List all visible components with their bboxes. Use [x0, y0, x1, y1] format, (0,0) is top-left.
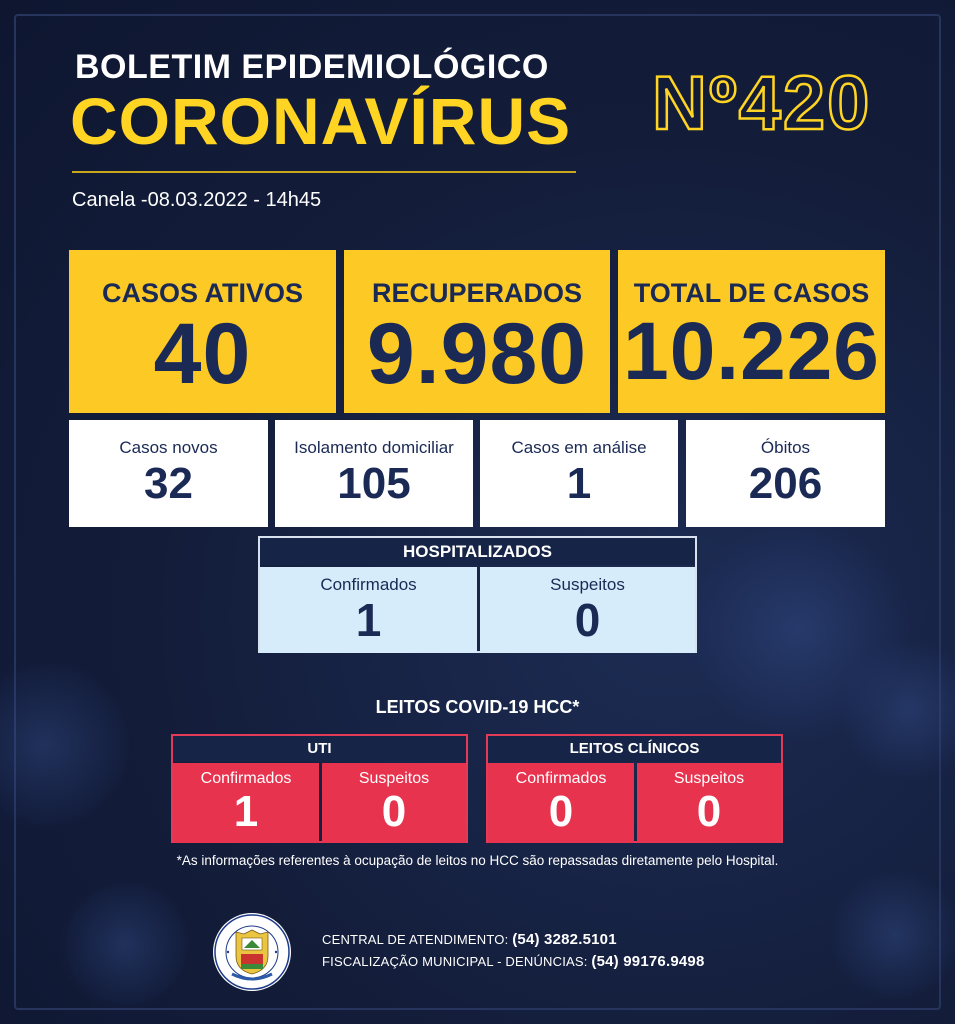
- bulletin-number: Nº420: [652, 61, 872, 146]
- contact-label: FISCALIZAÇÃO MUNICIPAL - DENÚNCIAS:: [322, 954, 588, 969]
- stat-deaths: [686, 420, 885, 527]
- stat-label: RECUPERADOS: [371, 278, 583, 308]
- uti-suspected: [322, 763, 466, 843]
- cell-label: Suspeitos: [550, 575, 625, 594]
- virus-decoration: [60, 880, 190, 1010]
- stat-cases-analysis: [480, 420, 678, 527]
- stat-label: Isolamento domiciliar: [294, 438, 454, 457]
- cell-label: Confirmados: [320, 575, 417, 594]
- cell-label: Suspeitos: [358, 770, 430, 787]
- stat-value: 40: [153, 306, 252, 402]
- virus-decoration: [0, 660, 130, 830]
- stat-value: 105: [337, 459, 411, 508]
- virus-decoration: [830, 870, 955, 1000]
- contact-label: CENTRAL DE ATENDIMENTO:: [322, 932, 509, 947]
- stat-total-cases: [618, 250, 885, 413]
- title-divider: [72, 171, 576, 173]
- cell-label: Confirmados: [515, 770, 607, 787]
- beds-title: LEITOS COVID-19 HCC*: [375, 697, 580, 717]
- clinical-beds-panel: [486, 734, 783, 843]
- contact-phone: (54) 99176.9498: [591, 953, 705, 970]
- hospitalized-panel: [258, 536, 697, 653]
- hospitalized-title: HOSPITALIZADOS: [260, 538, 695, 565]
- stat-active-cases: [69, 250, 336, 413]
- municipal-seal-icon: [212, 912, 292, 992]
- uti-title: UTI: [173, 736, 466, 762]
- cell-value: 0: [381, 787, 407, 836]
- stat-value: 1: [566, 459, 592, 508]
- stat-recovered: [344, 250, 610, 413]
- hospitalized-confirmed: [260, 567, 477, 653]
- clinical-beds-title: LEITOS CLÍNICOS: [488, 736, 781, 762]
- stat-label: Casos em análise: [511, 438, 647, 457]
- uti-panel: [171, 734, 468, 843]
- date-line: Canela -08.03.2022 - 14h45: [72, 189, 322, 211]
- contact-phone: (54) 3282.5101: [512, 931, 617, 948]
- stat-value: 10.226: [623, 306, 880, 397]
- cell-value: 1: [233, 787, 259, 836]
- cell-label: Confirmados: [200, 770, 292, 787]
- cell-value: 0: [574, 594, 601, 646]
- stat-label: Casos novos: [119, 438, 218, 457]
- stat-new-cases: [69, 420, 268, 527]
- stat-label: TOTAL DE CASOS: [633, 278, 870, 308]
- cell-value: 0: [696, 787, 722, 836]
- stat-label: CASOS ATIVOS: [101, 278, 304, 308]
- stat-home-isolation: [275, 420, 473, 527]
- hospitalized-suspected: [480, 567, 695, 653]
- uti-confirmed: [173, 763, 319, 843]
- contact-fiscal: [322, 953, 705, 970]
- clinical-suspected: [637, 763, 781, 843]
- contact-central: [322, 931, 617, 948]
- footnote: *As informações referentes à ocupação de leitos no HCC são repassadas diretamente pelo Hospital.: [176, 853, 779, 868]
- clinical-confirmed: [488, 763, 634, 843]
- cell-value: 1: [355, 594, 382, 646]
- bulletin-title: BOLETIM EPIDEMIOLÓGICO: [75, 48, 549, 86]
- cell-value: 0: [548, 787, 574, 836]
- stat-value: 32: [144, 459, 193, 508]
- stat-label: Óbitos: [760, 438, 811, 457]
- coronavirus-title: CORONAVÍRUS: [70, 84, 572, 158]
- cell-label: Suspeitos: [673, 770, 745, 787]
- stat-value: 206: [748, 459, 823, 508]
- stat-value: 9.980: [366, 306, 588, 402]
